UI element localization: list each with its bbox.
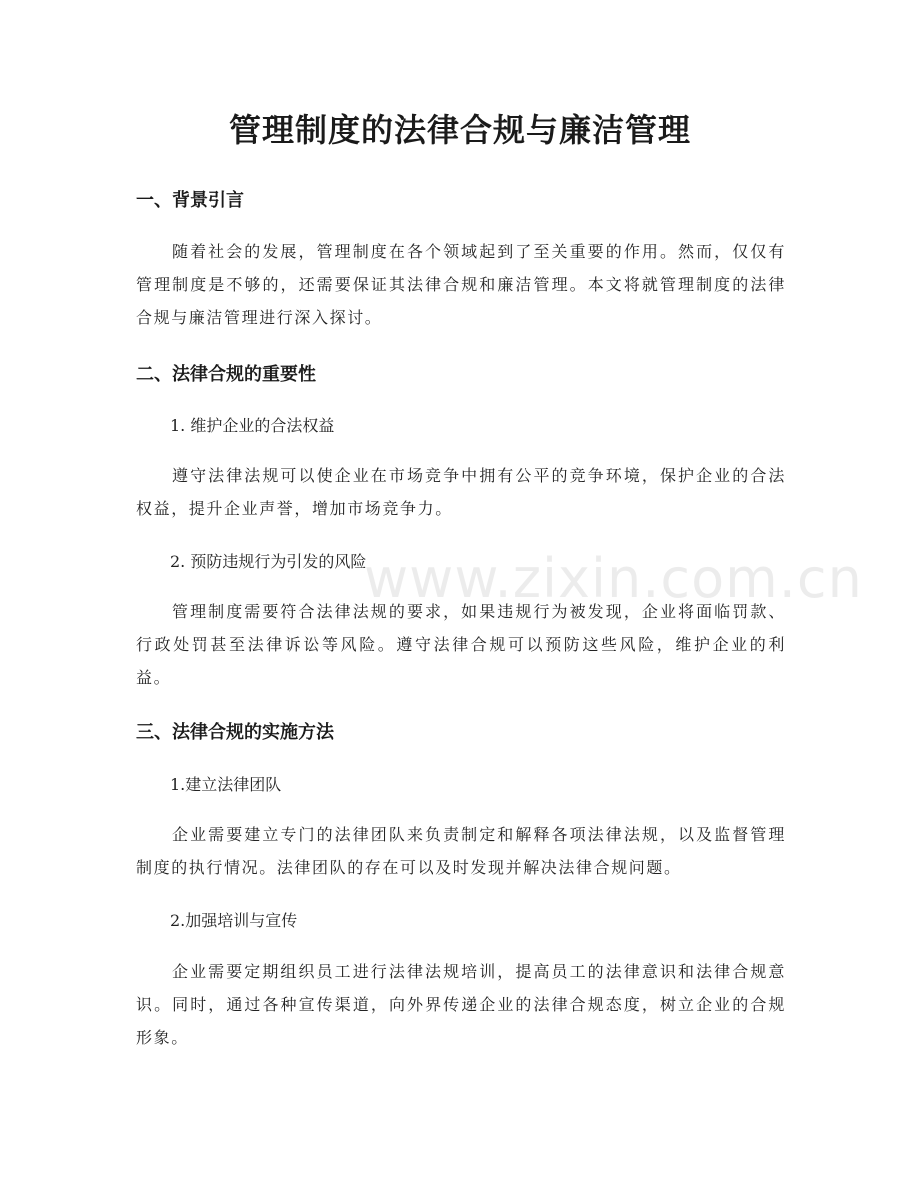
page-title: 管理制度的法律合规与廉洁管理 [228,111,691,149]
paragraph-training: 企业需要定期组织员工进行法律法规培训，提高员工的法律意识和法律合规意识。同时，通过各种宣传渠道，向外界传递企业的法律合规态度，树立企业的合规形象。 [136,962,786,1047]
paragraph-protect-rights: 遵守法律法规可以使企业在市场竞争中拥有公平的竞争环境，保护企业的合法权益，提升企业声誉，增加市场竞争力。 [136,466,786,518]
paragraph-background: 随着社会的发展，管理制度在各个领域起到了至关重要的作用。然而，仅仅有管理制度是不够的，还需要保证其法律合规和廉洁管理。本文将就管理制度的法律合规与廉洁管理进行深入探讨。 [136,242,786,327]
paragraph-prevent-risks: 管理制度需要符合法律法规的要求，如果违规行为被发现，企业将面临罚款、行政处罚甚至法律诉讼等风险。遵守法律合规可以预防这些风险，维护企业的利益。 [136,602,786,687]
section-heading-implementation: 三、法律合规的实施方法 [136,722,334,743]
subheading-prevent-risks: 2. 预防违规行为引发的风险 [170,552,367,571]
watermark-text: www.zixin.com.cn [364,547,863,610]
section-heading-background: 一、背景引言 [136,190,244,211]
subheading-legal-team: 1.建立法律团队 [170,775,282,794]
subheading-training: 2.加强培训与宣传 [170,911,298,930]
subheading-protect-rights: 1. 维护企业的合法权益 [170,416,335,435]
section-heading-importance: 二、法律合规的重要性 [136,364,316,385]
paragraph-legal-team: 企业需要建立专门的法律团队来负责制定和解释各项法律法规，以及监督管理制度的执行情况。法律团队的存在可以及时发现并解决法律合规问题。 [136,825,786,877]
